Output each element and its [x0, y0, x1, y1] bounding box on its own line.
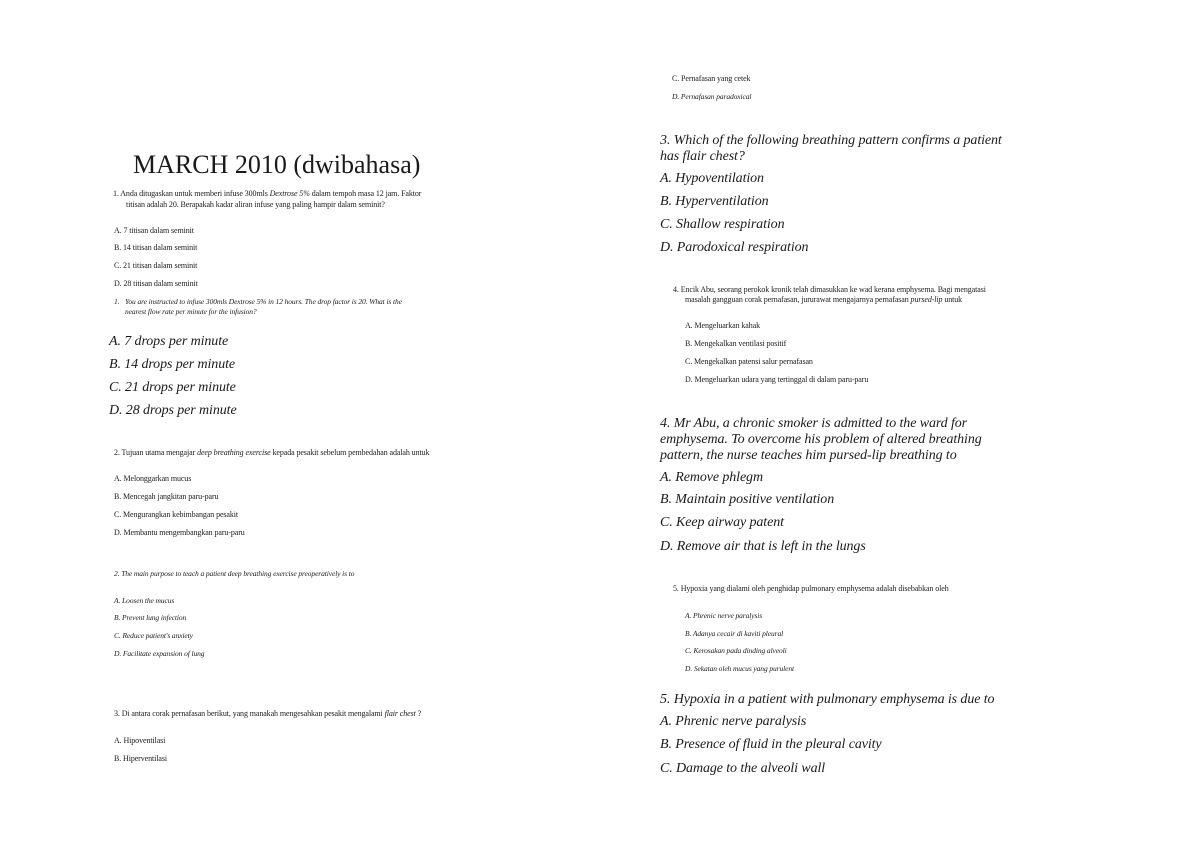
q4-en-option: A. Remove phlegm: [660, 470, 763, 485]
q4-ms-option: A. Mengeluarkan kahak: [685, 321, 760, 330]
q5-ms-option: D. Sekatan oleh mucus yang purulent: [685, 664, 794, 673]
q2-en-option: D. Facilitate expansion of lung: [114, 649, 205, 658]
q3-ms-stem: [114, 709, 421, 718]
q5-ms-option: A. Phrenic nerve paralysis: [685, 611, 763, 620]
q1-ms-stem-line1: [113, 189, 421, 198]
q1-ms-stem-line2: titisan adalah 20. Berapakah kadar aliran infuse yang paling hampir dalam seminit?: [126, 200, 385, 209]
q1-ms-option: D. 28 titisan dalam seminit: [114, 279, 198, 288]
q2-ms-stem-italic: deep breathing exercise: [197, 448, 271, 457]
q3-ms-option: D. Pernafasan paradoxical: [672, 92, 752, 101]
q5-en-option: C. Damage to the alveoli wall: [660, 761, 826, 776]
q4-ms-option: B. Mengekalkan ventilasi positif: [685, 339, 787, 348]
q2-en-option: A. Loosen the mucus: [114, 596, 175, 605]
q2-ms-stem-part: kepada pesakit sebelum pembedahan adalah untuk: [272, 448, 430, 457]
q2-ms-option: C. Mengurangkan kebimbangan pesakit: [114, 510, 239, 519]
q1-en-option: D. 28 drops per minute: [109, 403, 237, 418]
q3-en-option: C. Shallow respiration: [660, 217, 785, 232]
q1-ms-option: B. 14 titisan dalam seminit: [114, 243, 198, 252]
q2-en-option: C. Reduce patient's anxiety: [114, 631, 193, 640]
q2-ms-option: B. Mencegah jangkitan paru-paru: [114, 492, 219, 501]
q2-ms-option: D. Membantu mengembangkan paru-paru: [114, 528, 245, 537]
q2-en-option: B. Prevent lung infection: [114, 613, 187, 622]
q1-en-option: A. 7 drops per minute: [109, 334, 229, 349]
q1-en-stem-line1: You are instructed to infuse 300mls Dextrose 5% in 12 hours. The drop factor is 20. What is the: [125, 297, 402, 306]
q4-en-option: C. Keep airway patent: [660, 515, 784, 530]
q4-ms-stem-line2: [685, 295, 962, 304]
q5-en-stem: 5. Hypoxia in a patient with pulmonary emphysema is due to: [660, 692, 995, 707]
q4-en-stem-line1: 4. Mr Abu, a chronic smoker is admitted to the ward for: [660, 416, 968, 431]
q1-en-num: 1.: [114, 297, 120, 306]
q4-en-stem-line2: emphysema. To overcome his problem of altered breathing: [660, 432, 982, 447]
q4-ms-stem-part: untuk: [944, 295, 963, 304]
q3-ms-stem-italic: flair chest: [384, 709, 416, 718]
q2-en-stem: 2. The main purpose to teach a patient deep breathing exercise preoperatively is to: [114, 569, 355, 578]
q3-ms-stem-part: ?: [417, 709, 422, 718]
q3-en-option: A. Hypoventilation: [660, 171, 764, 186]
q1-ms-stem-part: dalam tempoh masa 12 jam. Faktor: [311, 189, 422, 198]
q3-ms-stem-part: 3. Di antara corak pernafasan berikut, yang manakah mengesahkan pesakit mengalami: [114, 709, 383, 718]
q4-ms-stem-line1: 4. Encik Abu, seorang perokok kronik telah dimasukkan ke wad kerana emphysema. Bagi mengatasi: [673, 285, 986, 294]
q3-ms-option: C. Pernafasan yang cetek: [672, 74, 751, 83]
page-title: MARCH 2010 (dwibahasa): [133, 150, 421, 179]
q2-ms-option: A. Melonggarkan mucus: [114, 474, 192, 483]
q4-en-option: D. Remove air that is left in the lungs: [660, 539, 866, 554]
q1-ms-stem-italic: Dextrose 5%: [269, 189, 310, 198]
q5-en-option: A. Phrenic nerve paralysis: [660, 714, 807, 729]
q1-en-stem-line2: nearest flow rate per minute for the infusion?: [125, 307, 257, 316]
q5-en-option: B. Presence of fluid in the pleural cavity: [660, 737, 882, 752]
q4-ms-option: D. Mengeluarkan udara yang tertinggal di dalam paru-paru: [685, 375, 869, 384]
q5-ms-stem: 5. Hypoxia yang dialami oleh penghidap pulmonary emphysema adalah disebabkan oleh: [673, 584, 949, 593]
q3-en-option: D. Parodoxical respiration: [660, 240, 809, 255]
q3-en-stem-line1: 3. Which of the following breathing pattern confirms a patient: [660, 133, 1002, 148]
q4-ms-option: C. Mengekalkan patensi salur pernafasan: [685, 357, 813, 366]
q1-en-option: B. 14 drops per minute: [109, 357, 235, 372]
q5-ms-option: C. Kerosakan pada dinding alveoli: [685, 646, 787, 655]
q3-ms-option: B. Hiperventilasi: [114, 754, 167, 763]
q4-en-option: B. Maintain positive ventilation: [660, 492, 835, 507]
q1-ms-option: C. 21 titisan dalam seminit: [114, 261, 198, 270]
q3-ms-option: A. Hipoventilasi: [114, 736, 166, 745]
q2-ms-stem: [114, 448, 429, 457]
q4-en-stem-line3: pattern, the nurse teaches him pursed-lip breathing to: [660, 448, 957, 463]
q2-ms-stem-part: 2. Tujuan utama mengajar: [114, 448, 196, 457]
q1-ms-stem-part: 1. Anda ditugaskan untuk memberi infuse 300mls: [113, 189, 268, 198]
q1-ms-option: A. 7 titisan dalam seminit: [114, 226, 194, 235]
q1-en-option: C. 21 drops per minute: [109, 380, 236, 395]
q4-ms-stem-part: masalah gangguan corak pernafasan, jururawat mengajarnya pernafasan: [685, 295, 909, 304]
q5-ms-option: B. Adanya cecair di kaviti pleural: [685, 629, 784, 638]
q3-en-option: B. Hyperventilation: [660, 194, 769, 209]
q4-ms-stem-italic: pursed-lip: [910, 295, 943, 304]
q3-en-stem-line2: has flair chest?: [660, 149, 745, 164]
